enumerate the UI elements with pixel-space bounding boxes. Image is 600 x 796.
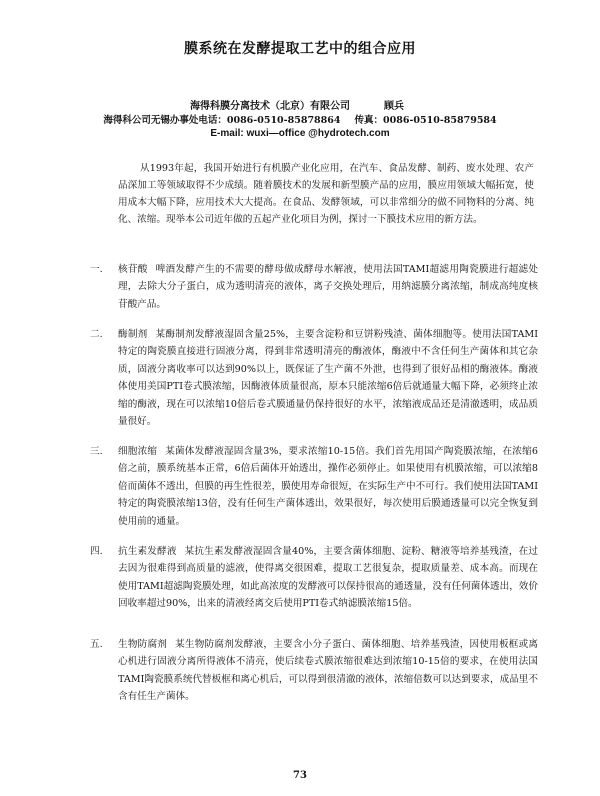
section-cell-concentration [90, 443, 538, 530]
phone-text: 海得科公司无锡办事处电话：0086-0510-85878864 [103, 115, 341, 126]
section-enzyme [90, 326, 538, 430]
fax-text: 传真：0086-0510-85879584 [354, 115, 497, 126]
section-term: 生物防腐剂 [118, 639, 168, 650]
author-name: 顾兵 [384, 101, 404, 112]
email-text: E-mail: wuxi—office @hydrotech.com [210, 128, 390, 139]
section-body [118, 543, 538, 613]
author-line [190, 97, 490, 112]
section-number: 五. [90, 639, 103, 650]
section-number: 二. [90, 329, 103, 340]
section-number: 三. [90, 446, 103, 457]
section-term: 细胞浓缩 [118, 446, 158, 457]
section-body [118, 326, 538, 430]
section-text: 某生物防腐剂发酵液，主要含小分子蛋白、菌体细胞、培养基残渣，因使用板框或离心机进行固液分离所得液体不清亮，使后续卷式膜浓缩很难达到浓缩10-15倍的要求，在使用法国TAMI陶瓷膜系统代替板框和离心机后，可以得到很清澈的液体，浓缩倍数可以达到要求，成品里不含有任生产菌体。 [118, 639, 539, 703]
section-antibiotic [90, 543, 538, 613]
company-name: 海得科膜分离技术（北京）有限公司 [190, 101, 350, 112]
section-number: 一. [90, 264, 103, 275]
section-term: 核苷酸 [118, 264, 148, 275]
section-text: 啤酒发酵产生的不需要的酵母做成酵母水解液，使用法国TAMI超滤用陶瓷膜进行超滤处理，去除大分子蛋白，成为透明清亮的液体，离子交换处理后，用纳滤膜分离浓缩，制成高纯度核苷酸产品。 [118, 264, 539, 310]
section-text: 某抗生素发酵液湿固含量40%，主要含菌体细胞、淀粉、糖液等培养基残渣，在过去因为很难得到高质量的滤液，使得离交很困难，提取工艺很复杂，提取质量差、成本高。而现在使用TAMI超滤陶瓷膜处理，如此高浓度的发酵液可以保持很高的通透量，没有任何菌体透出，效价回收率超过90%，出来的清液经离交后使用PTI卷式纳滤膜浓缩15倍。 [118, 546, 539, 610]
section-number: 四. [90, 546, 103, 557]
section-term: 抗生素发酵液 [118, 546, 177, 557]
document-title: 膜系统在发酵提取工艺中的组合应用 [184, 41, 416, 57]
contact-line [0, 112, 600, 126]
section-text: 某酶制剂发酵液湿固含量25%，主要含淀粉和豆饼粉残渣、菌体细胞等。使用法国TAMI特定的陶瓷膜直接进行固液分离，得到非常透明清亮的酶液体，酶液中不含任何生产菌体和其它杂质，固液分离收率可以达到90%以上，既保证了生产菌不外泄，也得到了很好品相的酶液体。酶液体使用美国PTI卷式膜浓缩，因酶液体质量很高，原本只能浓缩6倍后就通量大幅下降，必须终止浓缩的酶液，现在可以浓缩10倍后卷式膜通量仍保持很好的水平，浓缩液成品还是清澈透明，成品质量很好。 [118, 329, 538, 428]
page-number: 73 [293, 770, 307, 781]
section-body [118, 636, 538, 706]
section-body [118, 261, 538, 313]
section-body [118, 443, 538, 530]
section-term: 酶制剂 [118, 329, 148, 340]
section-text: 某菌体发酵液湿固含量3%，要求浓缩10-15倍。我们首先用国产陶瓷膜浓缩，在浓缩6倍之前，膜系统基本正常，6倍后菌体开始透出，操作必须停止。如果使用有机膜浓缩，可以浓缩8倍而菌体不透出，但膜的再生性很差，膜使用寿命很短，在实际生产中不可行。我们使用法国TAMI特定的陶瓷膜浓缩13倍，没有任何生产菌体透出，效果很好，每次使用后膜通透量可以完全恢复到使用前的通量。 [118, 446, 538, 527]
intro-paragraph: 从1993年起，我国开始进行有机膜产业化应用，在汽车、食品发酵、制药、废水处理、农产品深加工等领域取得不少成绩。随着膜技术的发展和新型膜产品的应用，膜应用领域大幅拓宽，使用成本大幅下降，应用技术大大提高。在食品、发酵领域，可以非常细分的做不同物料的分离、纯化、浓缩。现举本公司近年做的五起产业化项目为例，探讨一下膜技术应用的新方法。 [118, 163, 534, 225]
section-preservative [90, 636, 538, 706]
section-nucleotide [90, 261, 538, 313]
